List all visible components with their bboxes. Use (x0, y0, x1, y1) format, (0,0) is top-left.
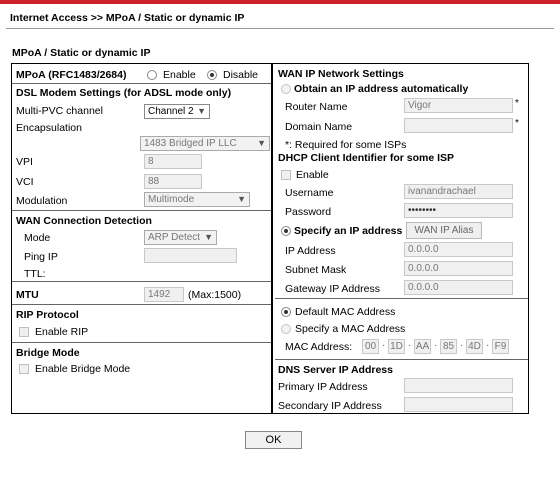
mac-separator: · (434, 340, 438, 351)
section-divider (12, 304, 271, 305)
mac-octet-1[interactable]: 00 (362, 339, 379, 354)
secondary-dns-input[interactable] (404, 397, 513, 412)
right-column (275, 64, 528, 413)
mac-separator: · (486, 340, 490, 351)
mac-octet-3[interactable]: AA (415, 341, 430, 352)
ip-address-label: IP Address (285, 245, 336, 257)
wan-ip-heading: WAN IP Network Settings (278, 68, 404, 80)
mac-address-label: MAC Address: (285, 341, 353, 353)
router-name-input[interactable]: Vigor (404, 98, 513, 113)
modulation-value: Multimode (148, 194, 195, 205)
dns-heading: DNS Server IP Address (278, 364, 393, 376)
mpoa-disable-radio[interactable] (207, 70, 217, 80)
mpoa-disable-label: Disable (223, 69, 259, 81)
mac-separator: · (382, 340, 386, 351)
mtu-input[interactable]: 1492 (144, 287, 184, 302)
specify-ip-label: Specify an IP address (294, 225, 403, 237)
chevron-down-icon: ▼ (257, 138, 266, 148)
password-label: Password (285, 206, 332, 218)
mac-octet-6[interactable]: F9 (492, 339, 509, 354)
primary-dns-input[interactable] (404, 378, 513, 393)
header-divider (6, 28, 554, 29)
dhcp-enable-label: Enable (296, 169, 329, 181)
mac-separator: · (460, 340, 464, 351)
default-mac-label: Default MAC Address (295, 306, 396, 318)
obtain-ip-label: Obtain an IP address automatically (294, 83, 469, 95)
ok-button[interactable]: OK (245, 431, 302, 449)
specify-ip-radio[interactable] (281, 226, 291, 236)
ip-address-input[interactable]: 0.0.0.0 (404, 242, 513, 257)
vpi-label: VPI (16, 156, 33, 168)
ping-ip-label: Ping IP (24, 251, 58, 263)
required-star: * (515, 118, 519, 129)
dhcp-heading: DHCP Client Identifier for some ISP (278, 152, 455, 164)
enable-rip-checkbox[interactable] (19, 327, 29, 337)
mtu-max-label: (Max:1500) (188, 289, 242, 301)
chevron-down-icon: ▼ (204, 232, 213, 242)
multi-pvc-select[interactable] (144, 104, 210, 119)
mpoa-enable-radio[interactable] (147, 70, 157, 80)
section-divider (275, 359, 528, 360)
encapsulation-label: Encapsulation (16, 122, 82, 134)
mtu-label: MTU (16, 289, 39, 301)
dsl-heading: DSL Modem Settings (for ADSL mode only) (16, 87, 232, 99)
detect-mode-value: ARP Detect (148, 232, 201, 243)
mac-separator: · (408, 340, 412, 351)
username-input[interactable]: ivanandrachael (404, 184, 513, 199)
primary-ip-label: Primary IP Address (278, 381, 368, 393)
domain-name-label: Domain Name (285, 121, 353, 133)
enable-bridge-checkbox[interactable] (19, 364, 29, 374)
wan-detect-heading: WAN Connection Detection (16, 215, 152, 227)
mac-octet-2[interactable]: 1D (388, 339, 405, 354)
mac-octet-5[interactable]: 4D (466, 339, 483, 354)
modulation-label: Modulation (16, 195, 68, 207)
username-label: Username (285, 187, 334, 199)
vci-input[interactable]: 88 (144, 174, 202, 189)
settings-panel (11, 63, 529, 414)
specify-mac-label: Specify a MAC Address (295, 323, 406, 335)
mode-label: Mode (24, 232, 51, 244)
section-divider (275, 298, 528, 299)
subnet-mask-input[interactable]: 0.0.0.0 (404, 261, 513, 276)
domain-name-input[interactable] (404, 118, 513, 133)
dhcp-enable-checkbox[interactable] (281, 170, 291, 180)
mac-octet-4[interactable]: 85 (440, 339, 457, 354)
secondary-ip-label: Secondary IP Address (278, 400, 382, 412)
gateway-label: Gateway IP Address (285, 283, 380, 295)
specify-mac-radio[interactable] (281, 324, 291, 334)
vci-label: VCI (16, 176, 34, 188)
mpoa-enable-label: Enable (163, 69, 196, 81)
encapsulation-select[interactable] (140, 136, 270, 151)
section-divider (12, 83, 271, 84)
top-accent-bar (0, 0, 560, 4)
password-input[interactable]: •••••••• (404, 203, 513, 218)
gateway-input[interactable]: 0.0.0.0 (404, 280, 513, 295)
chevron-down-icon: ▼ (197, 106, 206, 116)
multi-pvc-value: Channel 2 (148, 106, 194, 117)
breadcrumb: Internet Access >> MPoA / Static or dynamic IP (10, 12, 245, 24)
page-title: MPoA / Static or dynamic IP (12, 47, 151, 59)
encapsulation-value: 1483 Bridged IP LLC (144, 138, 237, 149)
required-star: * (515, 98, 519, 109)
router-name-label: Router Name (285, 101, 348, 113)
wan-ip-alias-button[interactable]: WAN IP Alias (406, 222, 482, 239)
ping-ip-input[interactable] (144, 248, 237, 263)
required-note: *: Required for some ISPs (285, 139, 407, 151)
left-column (12, 64, 273, 413)
multi-pvc-label: Multi-PVC channel (16, 105, 103, 117)
rip-heading: RIP Protocol (16, 309, 79, 321)
obtain-ip-radio[interactable] (281, 84, 291, 94)
ttl-label: TTL: (24, 268, 46, 280)
subnet-mask-label: Subnet Mask (285, 264, 347, 276)
bridge-heading: Bridge Mode (16, 347, 80, 359)
section-divider (12, 342, 271, 343)
section-divider (12, 281, 271, 282)
modulation-select[interactable] (144, 192, 250, 207)
detect-mode-select[interactable] (144, 230, 217, 245)
enable-bridge-label: Enable Bridge Mode (35, 363, 131, 375)
default-mac-radio[interactable] (281, 307, 291, 317)
enable-rip-label: Enable RIP (35, 326, 89, 338)
section-divider (12, 210, 271, 211)
chevron-down-icon: ▼ (237, 194, 246, 204)
vpi-input[interactable]: 8 (144, 154, 202, 169)
mpoa-label: MPoA (RFC1483/2684) (16, 69, 127, 81)
